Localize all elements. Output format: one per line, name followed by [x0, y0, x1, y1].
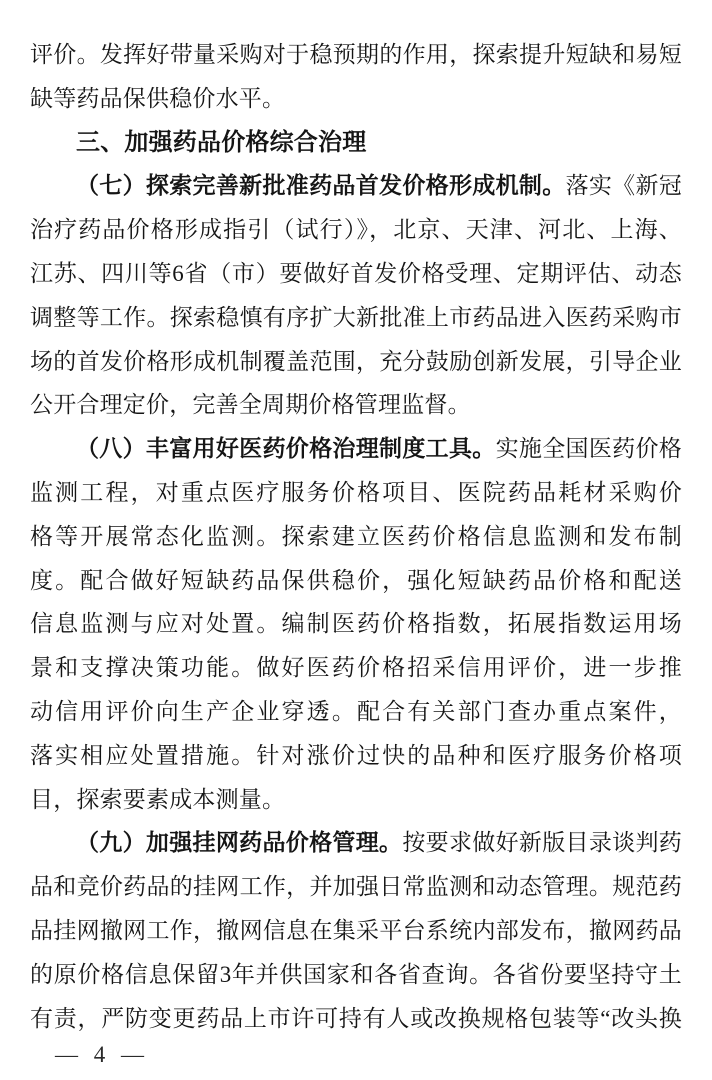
text-line [30, 208, 682, 252]
text-line [30, 515, 682, 559]
page-number: — 4 — [55, 1042, 144, 1067]
body-text: 景和支撑决策功能。做好医药价格招采信用评价，进一步推 [30, 655, 682, 681]
text-line [30, 164, 682, 208]
body-text: 落实《新冠 [565, 173, 682, 199]
body-text: 品和竞价药品的挂网工作，并加强日常监测和动态管理。规范药 [30, 874, 682, 900]
body-text: 江苏、四川等6省（市）要做好首发价格受理、定期评估、动态 [30, 260, 682, 286]
body-text: 度。配合做好短缺药品保供稳价，强化短缺药品价格和配送 [30, 567, 682, 593]
text-line [30, 602, 682, 646]
emphasis-text: （七）探索完善新批准药品首发价格形成机制。 [76, 173, 566, 199]
text-line [30, 646, 682, 690]
body-text: 落实相应处置措施。针对涨价过快的品种和医疗服务价格项 [30, 742, 682, 768]
emphasis-text: 三、加强药品价格综合治理 [76, 128, 367, 156]
text-line [30, 33, 682, 77]
text-line [30, 471, 682, 515]
body-text: 治疗药品价格形成指引（试行）》，北京、天津、河北、上海、 [30, 217, 682, 243]
text-line [30, 690, 682, 734]
body-text: 信息监测与应对处置。编制医药价格指数，拓展指数运用场 [30, 611, 682, 637]
body-text: 实施全国医药价格 [495, 436, 682, 462]
body-text: 品挂网撤网工作，撤网信息在集采平台系统内部发布，撤网药品 [30, 917, 682, 943]
text-line [30, 340, 682, 384]
body-text: 有责，严防变更药品上市许可持有人或改换规格包装等“改头换 [30, 1005, 682, 1031]
text-line [30, 427, 682, 471]
text-line [30, 252, 682, 296]
text-line [30, 778, 682, 822]
body-text: 格等开展常态化监测。探索建立医药价格信息监测和发布制 [30, 523, 682, 549]
text-line [30, 865, 682, 909]
text-line [30, 953, 682, 997]
text-line [30, 821, 682, 865]
text-line [30, 77, 682, 121]
body-text: 按要求做好新版目录谈判药 [402, 830, 682, 856]
emphasis-text: （九）加强挂网药品价格管理。 [76, 830, 403, 856]
body-text: 目，探索要素成本测量。 [30, 786, 286, 812]
text-line [30, 383, 682, 427]
text-line [30, 296, 682, 340]
text-line [30, 734, 682, 778]
emphasis-text: （八）丰富用好医药价格治理制度工具。 [76, 436, 496, 462]
section-heading [30, 121, 682, 165]
document-body [30, 33, 682, 1040]
text-line [30, 559, 682, 603]
body-text: 场的首发价格形成机制覆盖范围，充分鼓励创新发展，引导企业 [30, 348, 682, 374]
body-text: 调整等工作。探索稳慎有序扩大新批准上市药品进入医药采购市 [30, 304, 682, 330]
body-text: 公开合理定价，完善全周期价格管理监督。 [30, 392, 471, 418]
body-text: 动信用评价向生产企业穿透。配合有关部门查办重点案件， [30, 698, 682, 724]
page-footer [55, 1040, 144, 1070]
body-text: 缺等药品保供稳价水平。 [30, 85, 286, 111]
body-text: 监测工程，对重点医疗服务价格项目、医院药品耗材采购价 [30, 479, 682, 505]
text-line [30, 909, 682, 953]
text-line [30, 997, 682, 1041]
body-text: 的原价格信息保留3年并供国家和各省查询。各省份要坚持守土 [30, 961, 682, 987]
body-text: 评价。发挥好带量采购对于稳预期的作用，探索提升短缺和易短 [30, 42, 682, 67]
